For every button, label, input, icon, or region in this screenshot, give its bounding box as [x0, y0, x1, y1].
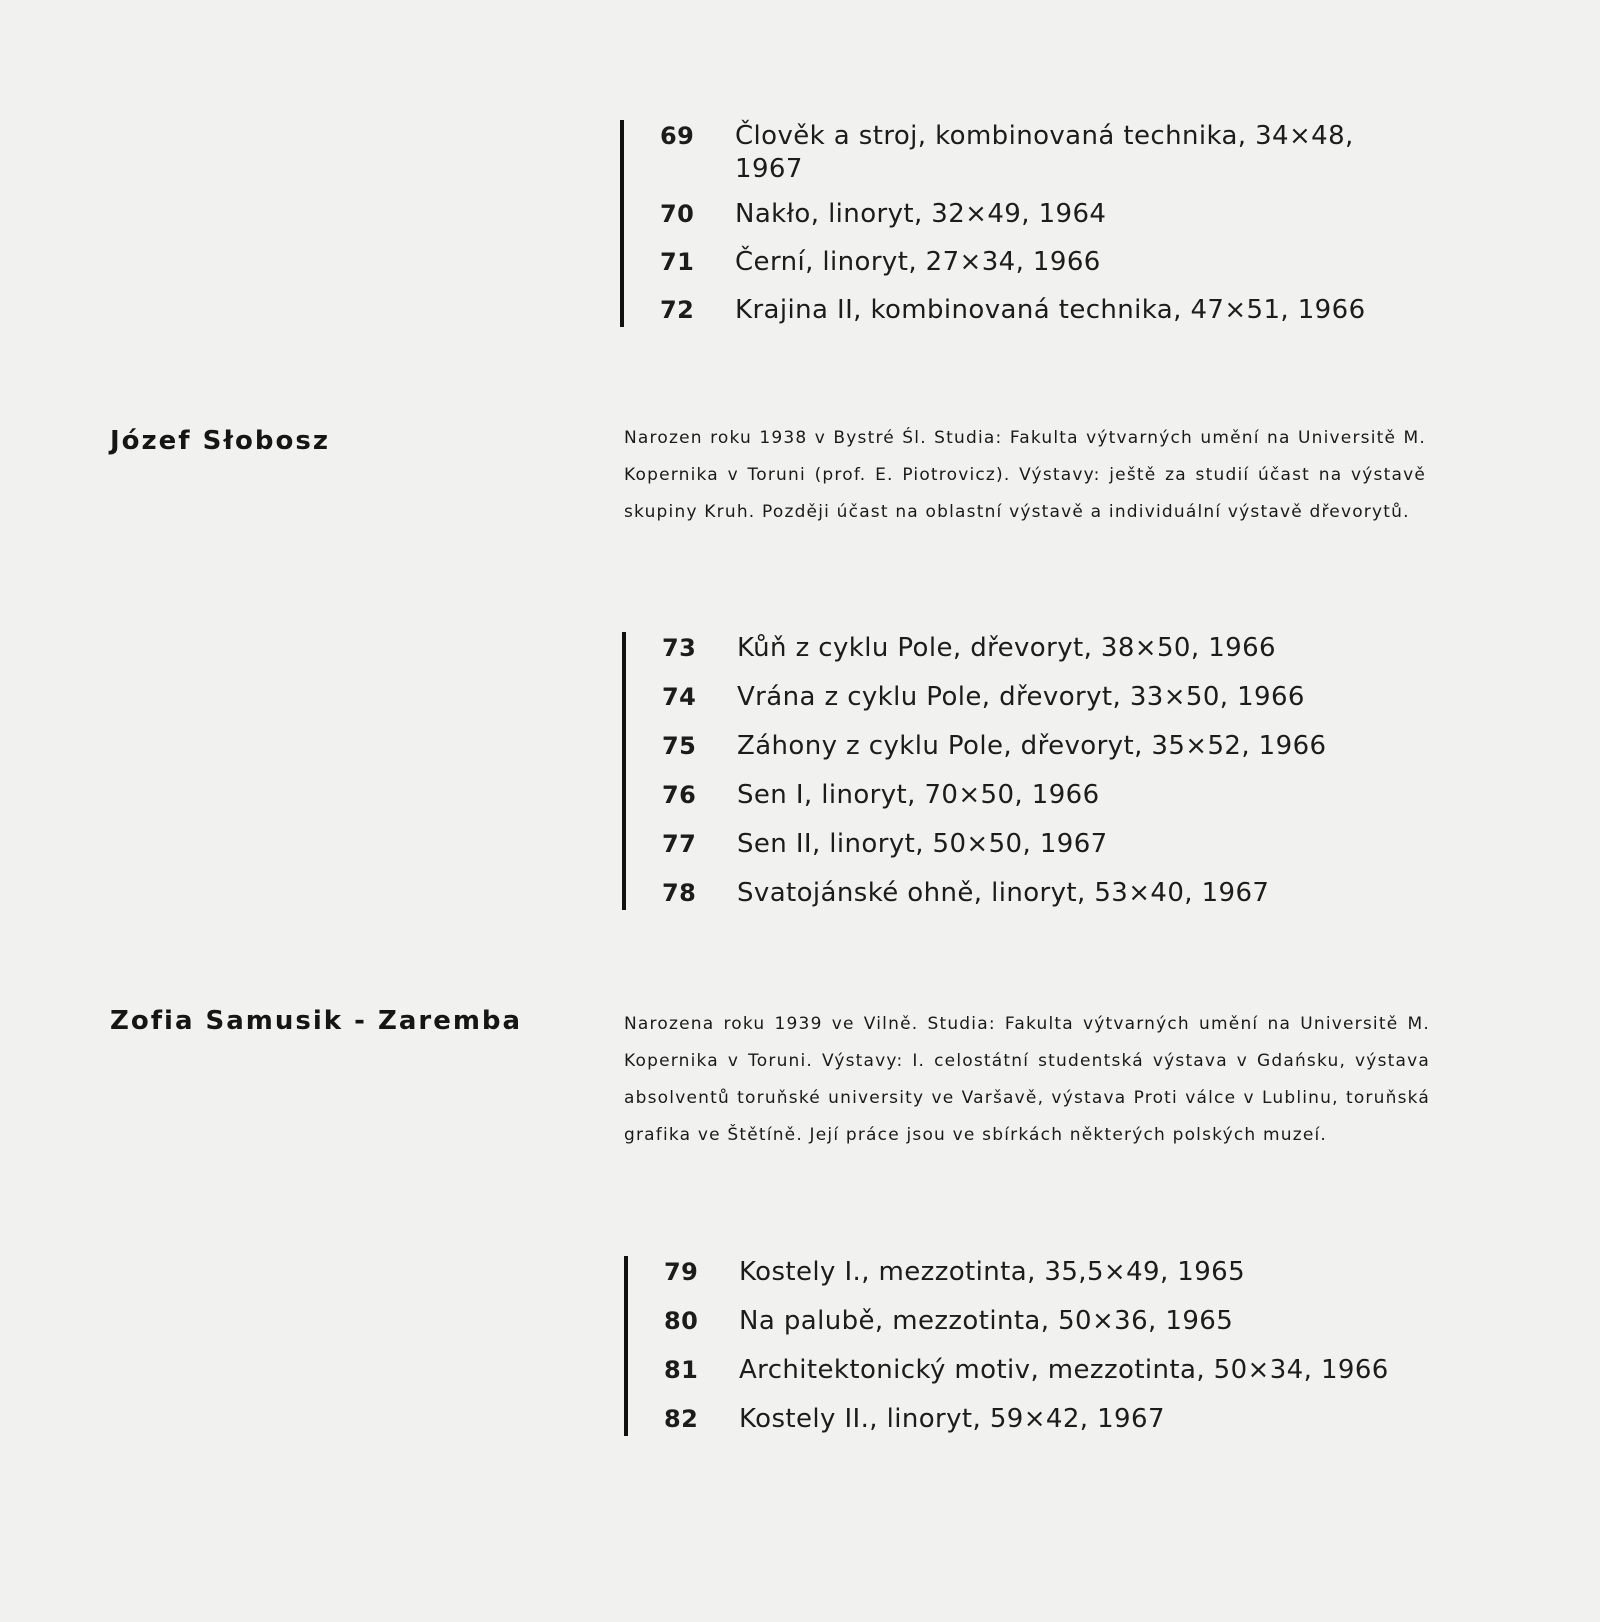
artist-biography: Narozen roku 1938 v Bystré Śl. Studia: Fakulta výtvarných umění na Universitě M. Kopernika v Toruni (prof. E. Piotrovicz). Výstavy: ještě za studií účast na výstavě skupiny Kruh. Později účast na oblastní výstavě a individuální výstavě dřevorytů.	[624, 428, 1426, 522]
entry-number: 76	[662, 781, 697, 809]
catalogue-entry	[660, 246, 1420, 279]
catalogue-entry	[660, 120, 1420, 186]
catalogue-entry	[662, 828, 1422, 861]
catalogue-entry	[662, 681, 1422, 714]
entry-number: 74	[662, 683, 697, 711]
entry-number: 80	[664, 1307, 699, 1335]
entry-number: 75	[662, 732, 697, 760]
entry-description: Na palubě, mezzotinta, 50×36, 1965	[739, 1306, 1234, 1336]
catalogue-entry	[660, 294, 1420, 327]
catalogue-entry	[664, 1305, 1424, 1338]
catalogue-list-1	[620, 120, 1420, 327]
entry-description: Krajina II, kombinovaná technika, 47×51, 1966	[735, 295, 1366, 325]
entry-description: Architektonický motiv, mezzotinta, 50×34, 1966	[739, 1355, 1389, 1385]
entry-number: 79	[664, 1258, 699, 1286]
catalogue-entry	[664, 1354, 1424, 1387]
catalogue-entry	[662, 730, 1422, 763]
catalogue-list-3	[624, 1256, 1424, 1436]
catalogue-entry	[660, 198, 1420, 231]
entry-number: 81	[664, 1356, 699, 1384]
entry-description: Kůň z cyklu Pole, dřevoryt, 38×50, 1966	[737, 633, 1276, 663]
entry-number: 77	[662, 830, 697, 858]
artist-name: Józef Słobosz	[110, 426, 330, 456]
entry-description: Člověk a stroj, kombinovaná technika, 34×48, 1967	[735, 121, 1354, 184]
artist-name: Zofia Samusik - Zaremba	[110, 1006, 523, 1036]
entry-number: 82	[664, 1405, 699, 1433]
entry-number: 70	[660, 200, 695, 228]
entry-description: Kostely I., mezzotinta, 35,5×49, 1965	[739, 1257, 1246, 1287]
entry-number: 69	[660, 122, 695, 150]
entry-number: 71	[660, 248, 695, 276]
entry-description: Sen I, linoryt, 70×50, 1966	[737, 780, 1100, 810]
entry-description: Vrána z cyklu Pole, dřevoryt, 33×50, 1966	[737, 682, 1305, 712]
entry-number: 73	[662, 634, 697, 662]
catalogue-entry	[664, 1256, 1424, 1289]
entry-description: Černí, linoryt, 27×34, 1966	[735, 247, 1101, 277]
entry-number: 72	[660, 296, 695, 324]
entry-description: Svatojánské ohně, linoryt, 53×40, 1967	[737, 878, 1270, 908]
entry-number: 78	[662, 879, 697, 907]
catalogue-entry	[662, 632, 1422, 665]
catalogue-list-2	[622, 632, 1422, 910]
catalogue-entry	[662, 779, 1422, 812]
entry-description: Záhony z cyklu Pole, dřevoryt, 35×52, 1966	[737, 731, 1327, 761]
entry-description: Sen II, linoryt, 50×50, 1967	[737, 829, 1108, 859]
entry-description: Nakło, linoryt, 32×49, 1964	[735, 199, 1107, 229]
entry-description: Kostely II., linoryt, 59×42, 1967	[739, 1404, 1165, 1434]
catalogue-entry	[662, 877, 1422, 910]
artist-biography: Narozena roku 1939 ve Vilně. Studia: Fakulta výtvarných umění na Universitě M. Kopernika v Toruni. Výstavy: I. celostátní studentská výstava v Gdańsku, výstava absolventů toruňské university ve Varšavě, výstava Proti válce v Lublinu, toruňská grafika ve Štětíně. Její práce jsou ve sbírkách některých polských muzeí.	[624, 1014, 1430, 1145]
catalogue-entry	[664, 1403, 1424, 1436]
